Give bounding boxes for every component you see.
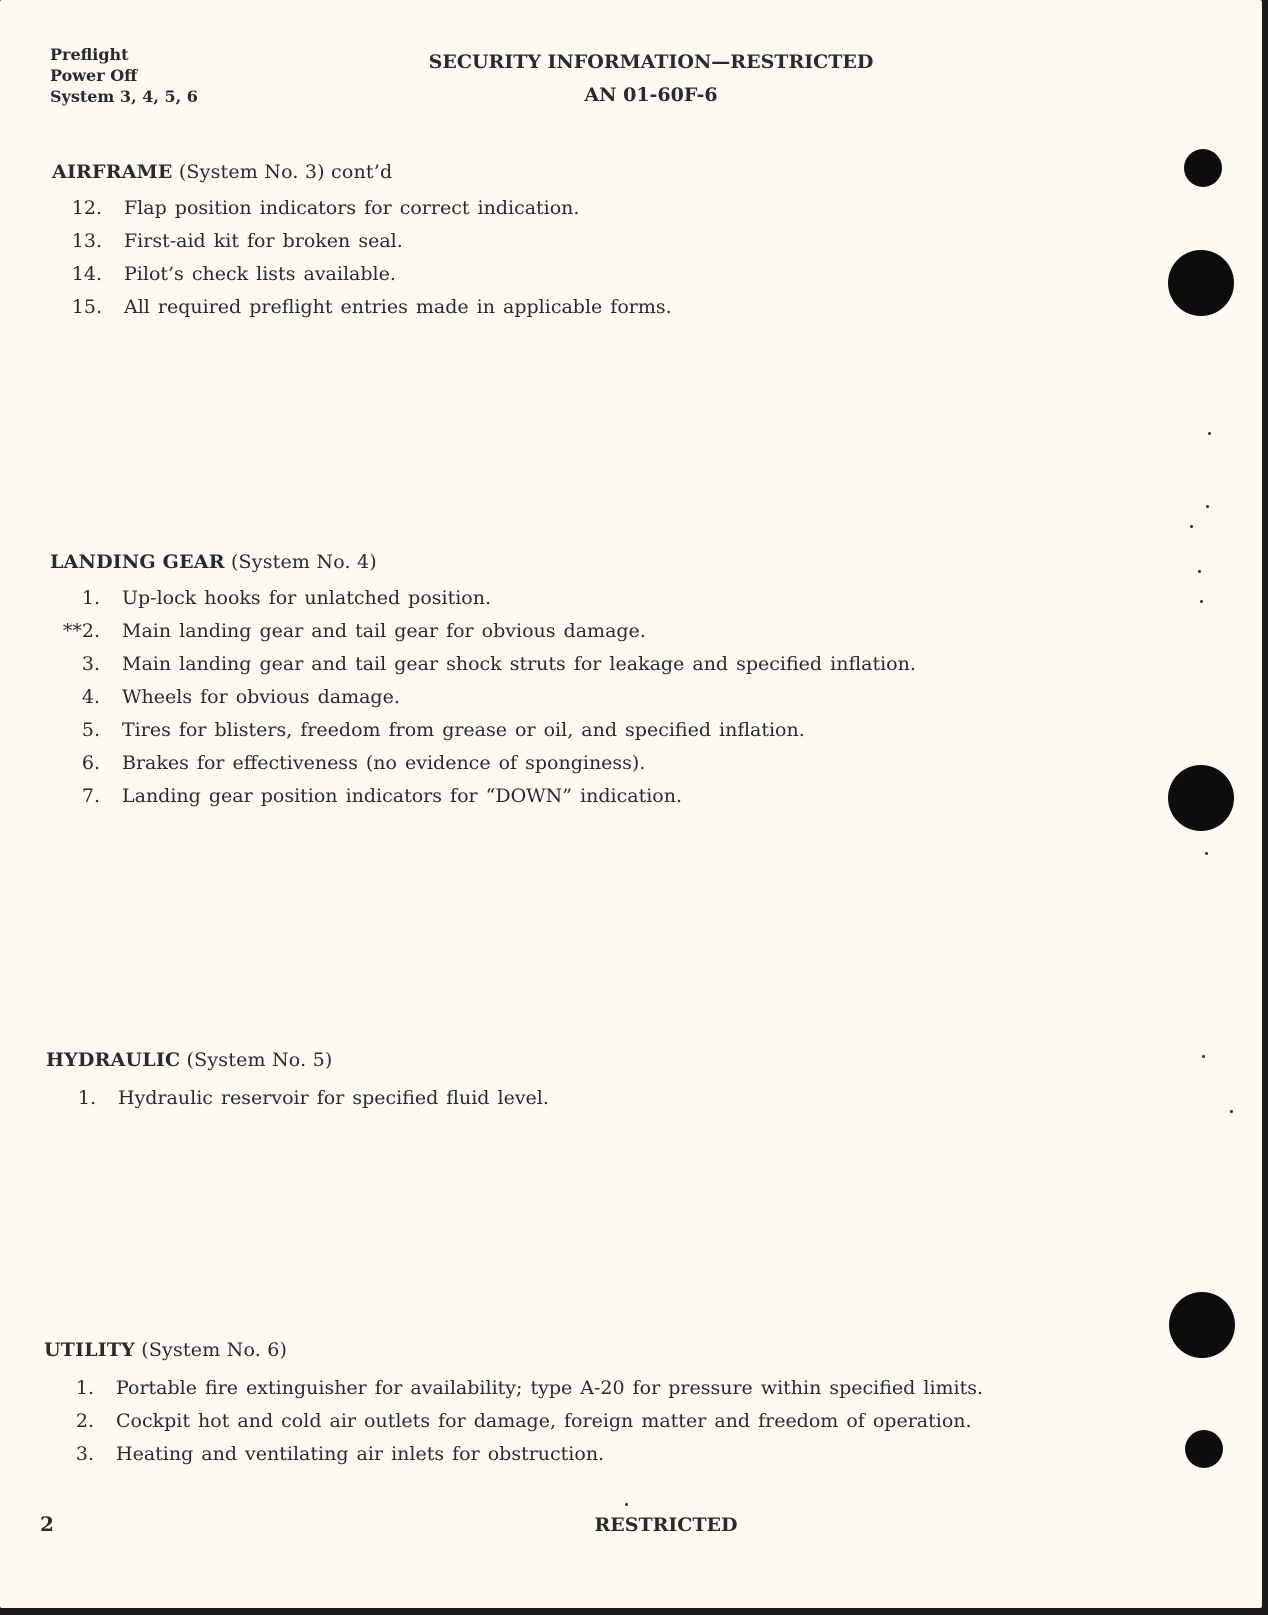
list-item	[44, 1409, 1262, 1433]
item-text: Pilot’s check lists available.	[124, 263, 396, 285]
list-item	[52, 262, 1262, 286]
document-number: AN 01-60F-6	[584, 84, 718, 106]
item-text: Main landing gear and tail gear shock struts for leakage and specified inflation.	[122, 653, 916, 675]
item-text: Heating and ventilating air inlets for obstruction.	[116, 1443, 605, 1465]
paper-speck	[1198, 570, 1201, 573]
section-title	[52, 160, 1262, 184]
corner-label-line: Preflight	[50, 45, 129, 64]
section-utility	[44, 1338, 1262, 1466]
section-subheading: (System No. 3) cont’d	[178, 161, 393, 183]
item-text: Main landing gear and tail gear for obvious damage.	[122, 620, 646, 642]
punch-hole	[1185, 1430, 1223, 1468]
page-header	[0, 46, 1262, 112]
list-item	[52, 229, 1262, 253]
item-text: Flap position indicators for correct indication.	[124, 197, 580, 219]
section-subheading: (System No. 4)	[230, 551, 377, 573]
paper-speck	[1190, 525, 1193, 528]
section-heading: HYDRAULIC	[46, 1049, 181, 1071]
corner-label-line: Power Off	[50, 66, 138, 85]
list-item	[50, 652, 1262, 676]
security-classification-header: SECURITY INFORMATION—RESTRICTED	[428, 51, 874, 73]
list-item	[50, 685, 1262, 709]
list-item	[50, 718, 1262, 742]
page-number: 2	[40, 1512, 54, 1536]
list-item	[50, 784, 1262, 808]
list-item	[50, 619, 1262, 643]
paper-speck	[1200, 600, 1203, 603]
section-title	[46, 1048, 1262, 1072]
item-text: All required preflight entries made in applicable forms.	[124, 296, 672, 318]
item-text: Portable fire extinguisher for availability; type A-20 for pressure within specified limits.	[116, 1377, 984, 1399]
item-number: **2.	[62, 620, 100, 642]
list-item	[52, 196, 1262, 220]
item-text: Wheels for obvious damage.	[122, 686, 400, 708]
paper-speck	[1230, 1110, 1233, 1113]
paper-speck	[1202, 1055, 1205, 1058]
punch-hole	[1168, 765, 1234, 831]
item-number: 7.	[81, 785, 100, 807]
section-landing-gear	[50, 550, 1262, 808]
item-number: 13.	[71, 230, 102, 252]
item-number: 12.	[71, 197, 102, 219]
section-subheading: (System No. 6)	[141, 1339, 288, 1361]
item-number: 1.	[77, 1087, 96, 1109]
section-subheading: (System No. 5)	[186, 1049, 333, 1071]
punch-hole	[1169, 1292, 1235, 1358]
item-text: Landing gear position indicators for “DOWN” indication.	[122, 785, 683, 807]
item-number: 4.	[81, 686, 100, 708]
item-number: 3.	[75, 1443, 94, 1465]
section-title	[44, 1338, 1262, 1362]
item-number: 1.	[81, 587, 100, 609]
footer-classification: RESTRICTED	[594, 1514, 738, 1536]
paper-speck	[1205, 852, 1208, 855]
item-text: Cockpit hot and cold air outlets for damage, foreign matter and freedom of operation.	[116, 1410, 972, 1432]
punch-hole	[1184, 149, 1222, 187]
section-heading: LANDING GEAR	[50, 551, 225, 573]
item-number: 15.	[71, 296, 102, 318]
item-number: 6.	[81, 752, 100, 774]
list-item	[44, 1376, 1262, 1400]
item-text: Brakes for effectiveness (no evidence of sponginess).	[122, 752, 646, 774]
item-number: 1.	[75, 1377, 94, 1399]
item-number: 5.	[81, 719, 100, 741]
list-item	[52, 295, 1262, 319]
paper-speck	[625, 1503, 628, 1506]
item-text: Hydraulic reservoir for specified fluid level.	[118, 1087, 549, 1109]
item-text: Up-lock hooks for unlatched position.	[122, 587, 492, 609]
list-item	[50, 586, 1262, 610]
corner-label-line: System 3, 4, 5, 6	[50, 87, 198, 106]
item-text: Tires for blisters, freedom from grease or oil, and specified inflation.	[122, 719, 805, 741]
list-item	[44, 1442, 1262, 1466]
section-heading: AIRFRAME	[52, 161, 173, 183]
section-title	[50, 550, 1262, 574]
item-text: First-aid kit for broken seal.	[124, 230, 403, 252]
item-number: 14.	[71, 263, 102, 285]
punch-hole	[1168, 250, 1234, 316]
paper-speck	[1208, 432, 1211, 435]
section-heading: UTILITY	[44, 1339, 135, 1361]
section-hydraulic	[46, 1048, 1262, 1110]
paper-speck	[1206, 505, 1209, 508]
item-number: 2.	[75, 1410, 94, 1432]
list-item	[46, 1086, 1262, 1110]
list-item	[50, 751, 1262, 775]
item-number: 3.	[81, 653, 100, 675]
section-airframe	[52, 160, 1262, 319]
